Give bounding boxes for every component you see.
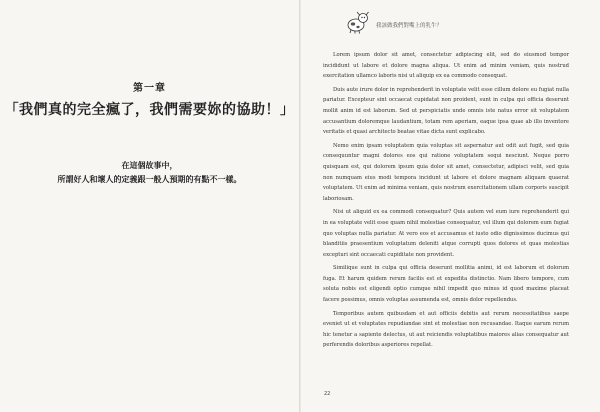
body-paragraph: Nisi ut aliquid ex ea commodi consequatur? Quis autem vel eum iure reprehenderit qui in ea voluptate velit esse quam nihil molestiae consequatur, vel illum qui dolorem eum fugiat quo voluptas nulla pariatur. At vero eos et accusamus et iusto odio dignissimos ducimus qui blanditiis praesentium voluptatum deleniti atque corrupti quos dolores et quas molestias excepturi sint occaecati cupiditate non provident. <box>323 209 569 258</box>
chapter-subtitle-line: 所謂好人和壞人的定義跟一般人預期的有點不一樣。 <box>57 175 242 184</box>
body-paragraph: Similique sunt in culpa qui officia deserunt mollitia animi, id est laborum et dolorum fuga. Et harum quidem rerum facilis est et expedita distinctio. Nam libero tempore, cum soluta nobis est eligendi optio cumque nihil impedit quo minus id quod maxime placeat facere possimus, omnis voluptas assumenda est, omnis dolor repellendus. <box>323 265 569 304</box>
chapter-subtitle <box>0 159 299 187</box>
body-paragraph: Duis aute irure dolor in reprehenderit in voluptate velit esse cillum dolore eu fugiat nulla pariatur. Excepteur sint occaecat cupidatat non proident, sunt in culpa qui officia deserunt mollit anim id est laborum. Sed ut perspiciatis unde omnis iste natus error sit voluptatem accusantium doloremque laudantium, totam rem aperiam, eaque ipsa quae ab illo inventore veritatis et quasi architecto beatae vitae dicta sunt explicabo. <box>323 86 569 136</box>
page-number: 22 <box>324 391 331 397</box>
body-paragraph: Lorem ipsum dolor sit amet, consectetur adipiscing elit, sed do eiusmod tempor incididunt ut labore et dolore magna aliqua. Ut enim ad minim veniam, quis nostrud exercitation ullamco laboris nisi ut aliquip ex ea commodo consequat. <box>323 52 569 80</box>
body-paragraph: Nemo enim ipsam voluptatem quia voluptas sit aspernatur aut odit aut fugit, sed quia consequuntur magni dolores eos qui ratione voluptatem sequi nesciunt. Neque porro quisquam est, qui dolorem ipsum quia dolor sit amet, consectetur, adipisci velit, sed quia non numquam eius modi tempora incidunt ut labore et dolore magnam aliquam quaerat voluptatem. Ut enim ad minima veniam, quis nostrum exercitationem ullam corporis suscipit laboriosam. <box>323 142 569 202</box>
chapter-title: 「我們真的完全瘋了，我們需要妳的協助！」 <box>4 102 295 118</box>
chapter-label: 第一章 <box>133 83 166 94</box>
running-header <box>343 10 442 34</box>
chapter-subtitle-line: 在這個故事中， <box>121 161 178 170</box>
body-paragraph: Temporibus autem quibusdam et aut officiis debitis aut rerum necessitatibus saepe eveniet ut et voluptates repudiandae sint et molestiae non recusandae. Itaque earum rerum hic tenetur a sapiente delectus, ut aut reiciendis voluptatibus maiores alias consequatur aut perferendis doloribus asperiores repellat. <box>323 310 569 349</box>
right-page <box>301 0 600 412</box>
body-text <box>323 50 569 354</box>
running-header-text: 我該做我們對嘴上的乳牛？ <box>376 23 443 29</box>
left-page <box>0 0 299 412</box>
cow-mascot-icon <box>343 10 373 34</box>
